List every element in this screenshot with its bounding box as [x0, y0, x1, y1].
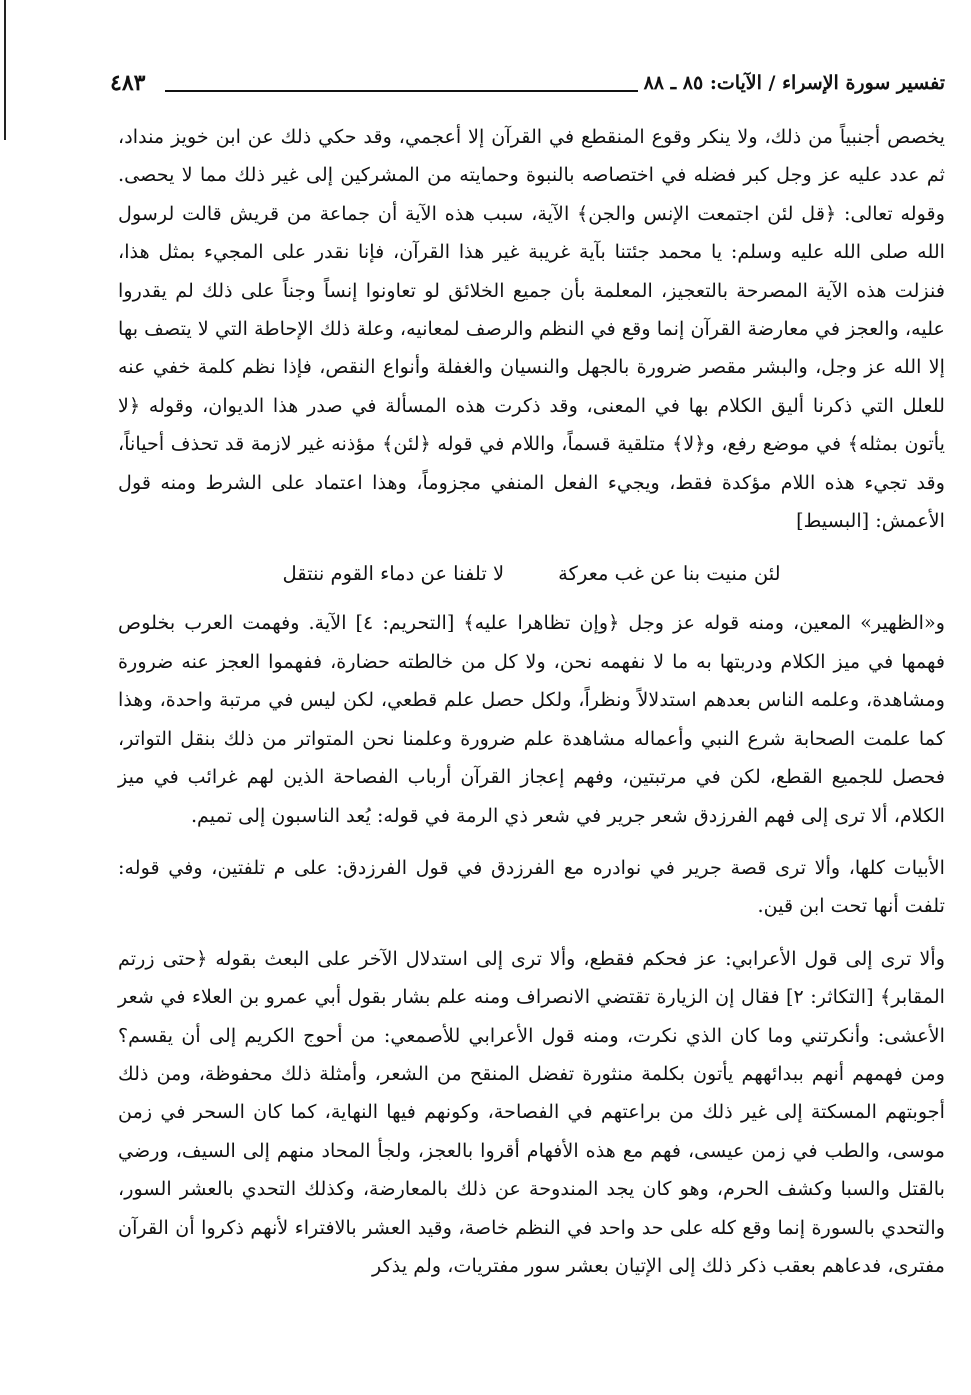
running-header	[110, 68, 945, 102]
poetry-verse	[118, 558, 945, 590]
verse-second-hemistich: لا تلفنا عن دماء القوم ننتقل	[282, 562, 505, 586]
page-edge-rule	[4, 0, 6, 140]
paragraph-1: يخصص أجنبياً من ذلك، ولا ينكر وقوع المنقطع في القرآن إلا أعجمي، وقد حكي ذلك عن ابن خويز منداد، ثم عدد عليه عز وجل كبر فضله في اختصاصه بالنبوة وحمايته من المشركين إلى غير ذلك مما لا يحصى. وقوله تعالى: ﴿قل لئن اجتمعت الإنس والجن﴾ الآية، سبب هذه الآية أن جماعة من قريش قالت لرسول الله صلى الله عليه وسلم: يا محمد جئتنا بآية غريبة غير هذا القرآن، فإنا نقدر على المجيء بمثل هذا، فنزلت هذه الآية المصرحة بالتعجيز، المعلمة بأن جميع الخلائق لو تعاونوا إنساً وجناً على ذلك لم يقدروا عليه، والعجز في معارضة القرآن إنما وقع في النظم والرصف لمعانيه، وعلة ذلك الإحاطة التي لا يتصف بها إلا الله عز وجل، والبشر مقصر ضرورة بالجهل والنسيان والغفلة وأنواع النقص، فإذا نظم كلمة خفي عنه للعلل التي ذكرنا أليق الكلام بها في المعنى، وقد ذكرت هذه المسألة في صدر هذا الديوان، وقوله ﴿لا يأتون بمثله﴾ في موضع رفع، و﴿لا﴾ متلقية قسماً، واللام في قوله ﴿لئن﴾ مؤذنه غير لازمة قد تحذف أحياناً، وقد تجيء هذه اللام مؤكدة فقط، ويجيء الفعل المنفي مجزوماً، وهذا اعتماد على الشرط ومنه قول الأعمش: [البسيط]	[118, 125, 945, 533]
header-rule	[165, 90, 695, 92]
paragraph-3: الأبيات كلها، وألا ترى قصة جرير في نوادره مع الفرزدق في قول الفرزدق: على م تلفتين، وفي قوله: تلفت أنها تحت ابن قين.	[118, 855, 945, 918]
verse-first-hemistich: لئن منيت بنا عن غب معركة	[558, 562, 781, 586]
paragraph-4: وألا ترى إلى قول الأعرابي: عز فحكم فقطع، وألا ترى إلى استدلال الآخر على البعث بقوله ﴿حتى زرتم المقابر﴾ [التكاثر: ٢] فقال إن الزيارة تقتضي الانصراف ومنه علم بشار بقول أبي عمرو بن العلاء في شعر الأعشى: وأنكرتني وما كان الذي نكرت، ومنه قول الأعرابي للأصمعي: من أحوج الكريم إلى أن يقسم؟ ومن فهمهم أنهم ببدائههم يأتون بكلمة منثورة تفضل المنقح من الشعر، وأمثلة ذلك محفوظة، ومن ذلك أجوبتهم المسكتة إلى غير ذلك من براعتهم في الفصاحة، وكونهم فيها النهاية، كما كان السحر في زمن موسى، والطب في زمن عيسى، فهم مع هذه الأفهام أقروا بالعجز، ولجأ المحاد منهم إلى السيف، ورضي بالقتل والسبا وكشف الحرم، وهو كان يجد المندوحة عن ذلك بالمعارضة، وكذلك التحدي بالعشر السور، والتحدي بالسورة إنما وقع كله على حد واحد في النظم خاصة، وقيد العشر بالافتراء لأنهم ذكروا أن القرآن مفترى، فدعاهم بعقب ذكر ذلك إلى الإتيان بعشر سور مفتريات، ولم يذكر	[118, 946, 946, 1277]
page-body	[118, 118, 945, 1285]
page-number: ٤٨٣	[110, 70, 146, 96]
paragraph-2: و«الظهير» المعين، ومنه قوله عز وجل ﴿وإن تظاهرا عليه﴾ [التحريم: ٤] الآية. وفهمت العرب بخلوص فهمها في ميز الكلام ودربتها به ما لا نفهمه نحن، ولا كل من خالطته حضارة، ففهموا العجز عنه ضرورة ومشاهدة، وعلمه الناس بعدهم استدلالاً ونظراً، ولكل حصل علم قطعي، لكن ليس في مرتبة واحدة، وهذا كما علمت الصحابة شرع النبي وأعماله مشاهدة علم ضرورة وعلمنا نحن المتواتر من ذلك بنقل التواتر، فحصل للجميع القطع، لكن في مرتبتين، وفهم إعجاز القرآن أرباب الفصاحة الذين لهم غرائب في ميز الكلام، ألا ترى إلى فهم الفرزدق شعر جرير في شعر ذي الرمة في قوله: يُعد الناسبون إلى تميم.	[118, 611, 945, 827]
header-title: تفسير سورة الإسراء / الآيات: ٨٥ ـ ٨٨	[638, 72, 945, 94]
